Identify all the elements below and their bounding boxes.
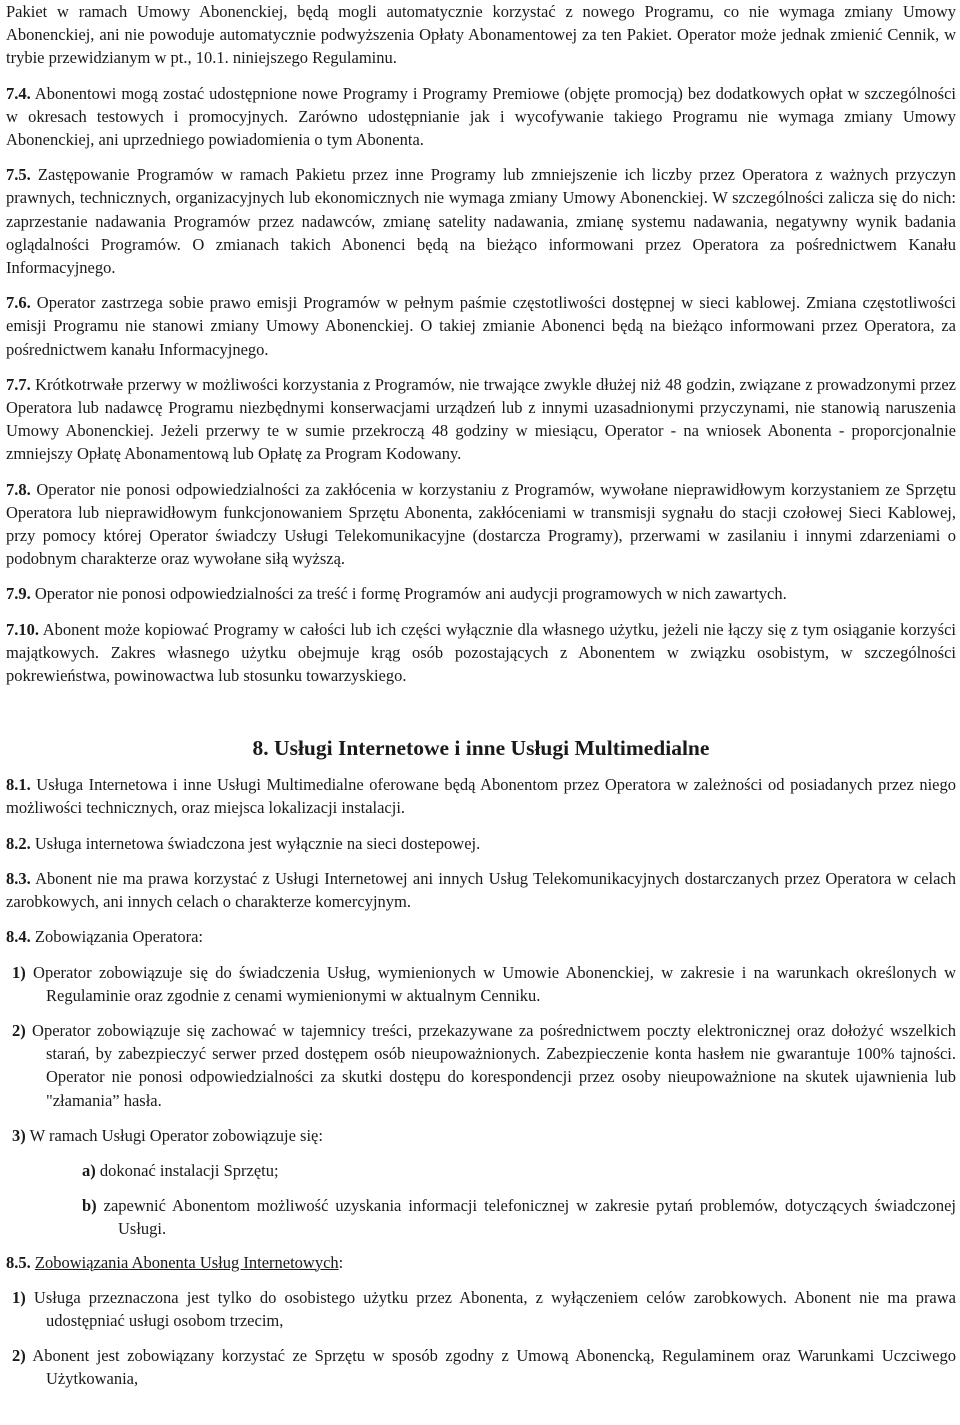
paragraph-8-5-title: Zobowiązania Abonenta Usług Internetowych bbox=[34, 1252, 339, 1272]
paragraph-number: 8.5. bbox=[6, 1252, 31, 1272]
paragraph-7-8: 7.8. Operator nie ponosi odpowiedzialności za zakłócenia w korzystaniu z Programów, wywołane nieprawidłowym korzystaniem ze Sprzętu Operatora lub nieprawidłowym funkcjonowaniem Sprzętu Abonenta, zakłóceniami w transmisji sygnału do stacji czołowej Sieci Kablowej, przy pomocy której Operator świadczy Usługi Telekomunikacyjne (dostarcza Programy), przerwami w zasilaniu i innymi zdarzeniami o podobnym charakterze oraz wywołane siłą wyższą. bbox=[6, 479, 956, 569]
paragraph-number: 7.7. bbox=[6, 374, 31, 394]
list-item-8-4-1: 1) Operator zobowiązuje się do świadczenia Usług, wymienionych w Umowie Abonenckiej, w zakresie i na warunkach określonych w Regulaminie oraz zgodnie z cenami wymienionymi w aktualnym Cenniku. bbox=[12, 962, 956, 1005]
list-item-8-4-3-b: b) zapewnić Abonentom możliwość uzyskania informacji telefonicznej w zakresie pytań problemów, dotyczących świadczonej Usługi. bbox=[82, 1196, 956, 1239]
paragraph-7-10: 7.10. Abonent może kopiować Programy w całości lub ich części wyłącznie dla własnego użytku, jeżeli nie łączy się z tym osiąganie korzyści majątkowych. Zakres własnego użytku obejmuje krąg osób pozostających z Abonentem w związku osobistym, w szczególności pokrewieństwa, powinowactwa lub stosunku towarzyskiego. bbox=[6, 619, 956, 686]
paragraph-8-3: 8.3. Abonent nie ma prawa korzystać z Usługi Internetowej ani innych Usług Telekomunikacyjnych dostarczanych przez Operatora w celach zarobkowych, ani innych celach o charakterze komercyjnym. bbox=[6, 868, 956, 912]
list-item-8-5-2: 2) Abonent jest zobowiązany korzystać ze Sprzętu w sposób zgodny z Umową Abonencką, Regulaminem oraz Warunkami Uczciwego Użytkowania, bbox=[12, 1346, 956, 1389]
list-number: 3) bbox=[12, 1125, 26, 1145]
paragraph-number: 7.9. bbox=[6, 584, 31, 604]
paragraph-number: 8.3. bbox=[6, 868, 31, 888]
list-item-8-4-3-a: a) dokonać instalacji Sprzętu; bbox=[82, 1160, 279, 1180]
paragraph-8-2: 8.2. Usługa internetowa świadczona jest wyłącznie na sieci dostepowej. bbox=[6, 833, 481, 853]
list-number: 2) bbox=[12, 1020, 26, 1040]
document-page bbox=[6, 0, 956, 1391]
list-letter: a) bbox=[82, 1160, 96, 1180]
list-number: 1) bbox=[12, 1287, 26, 1307]
list-letter: b) bbox=[82, 1196, 97, 1216]
paragraph-7-7: 7.7. Krótkotrwałe przerwy w możliwości korzystania z Programów, nie trwające zwykle dłużej niż 48 godzin, związane z prowadzonymi przez Operatora lub nadawcę Programu niezbędnymi konserwacjami urządzeń lub z innymi uzasadnionymi przyczynami, nie stanowią naruszenia Umowy Abonenckiej. Jeżeli przerwy te w sumie przekroczą 48 godziny w miesiącu, Operator - na wniosek Abonenta - proporcjonalnie zmniejszy Opłatę Abonamentową lub Opłatę za Program Kodowany. bbox=[6, 374, 956, 464]
section-title: 8. Usługi Internetowe i inne Usługi Multimedialne bbox=[252, 736, 710, 761]
paragraph-number: 7.6. bbox=[6, 293, 31, 313]
paragraph-number: 7.4. bbox=[6, 83, 31, 103]
paragraph-7-3-continued: Pakiet w ramach Umowy Abonenckiej, będą mogli automatycznie korzystać z nowego Programu, co nie wymaga zmiany Umowy Abonenckiej, ani nie powoduje automatycznie podwyższenia Opłaty Abonamentowej za ten Pakiet. Operator może jednak zmienić Cennik, w trybie przewidzianym w pt., 10.1. niniejszego Regulaminu. bbox=[6, 2, 956, 68]
list-number: 1) bbox=[12, 962, 26, 982]
paragraph-number: 7.5. bbox=[6, 165, 31, 185]
paragraph-number: 7.10. bbox=[6, 619, 39, 639]
paragraph-7-5: 7.5. Zastępowanie Programów w ramach Pakietu przez inne Programy lub zmniejszenie ich liczby przez Operatora z ważnych przyczyn prawnych, technicznych, organizacyjnych lub ekonomicznych nie wymaga zmiany Umowy Abonenckiej. W szczególności zalicza się do nich: zaprzestanie nadawania Programów przez nadawców, zmianę satelity nadawania, zmianę systemu nadawania, negatywny wynik badania oglądalności Programów. O zmianach takich Abonenci będą na bieżąco informowani przez Operatora za pośrednictwem Kanału Informacyjnego. bbox=[6, 165, 956, 278]
paragraph-number: 7.8. bbox=[6, 479, 31, 499]
list-item-8-4-2: 2) Operator zobowiązuje się zachować w tajemnicy treści, przekazywane za pośrednictwem poczty elektronicznej oraz dołożyć wszelkich starań, by zabezpieczyć serwer przed dostępem osób nieupoważnionych. Zabezpieczenie konta hasłem nie gwarantuje 100% tajności. Operator nie ponosi odpowiedzialności za skutki dostępu do korespondencji przez osoby nieupoważnione na skutek ujawnienia lub "złamania” hasła. bbox=[12, 1020, 956, 1110]
paragraph-8-1: 8.1. Usługa Internetowa i inne Usługi Multimedialne oferowane będą Abonentom przez Operatora w zależności od posiadanych przez niego możliwości technicznych, oraz miejsca lokalizacji instalacji. bbox=[6, 775, 956, 818]
paragraph-8-5: 8.5. Zobowiązania Abonenta Usług Internetowych: bbox=[6, 1252, 344, 1272]
list-number: 2) bbox=[12, 1346, 26, 1366]
paragraph-7-6: 7.6. Operator zastrzega sobie prawo emisji Programów w pełnym paśmie częstotliwości dostępnej w sieci kablowej. Zmiana częstotliwości emisji Programu nie stanowi zmiany Umowy Abonenckiej. O takiej zmianie Abonenci będą na bieżąco informowani przez Operatora, za pośrednictwem kanału Informacyjnego. bbox=[6, 293, 956, 359]
paragraph-7-4: 7.4. Abonentowi mogą zostać udostępnione nowe Programy i Programy Premiowe (objęte promocją) bez dodatkowych opłat w szczególności w okresach testowych i promocyjnych. Zarówno udostępnianie jak i wycofywanie takiego Programu nie wymaga zmiany Umowy Abonenckiej, ani uprzedniego powiadomienia o tym Abonenta. bbox=[6, 83, 956, 150]
list-item-8-5-1: 1) Usługa przeznaczona jest tylko do osobistego użytku przez Abonenta, z wyłączeniem celów zarobkowych. Abonent nie ma prawa udostępniać usługi osobom trzecim, bbox=[12, 1287, 956, 1330]
paragraph-number: 8.1. bbox=[6, 775, 31, 795]
paragraph-8-4: 8.4. Zobowiązania Operatora: bbox=[6, 927, 204, 947]
paragraph-number: 8.2. bbox=[6, 833, 31, 853]
paragraph-number: 8.4. bbox=[6, 927, 31, 947]
paragraph-7-9: 7.9. Operator nie ponosi odpowiedzialności za treść i formę Programów ani audycji programowych w nich zawartych. bbox=[6, 584, 787, 604]
list-item-8-4-3: 3) W ramach Usługi Operator zobowiązuje się: bbox=[12, 1125, 323, 1145]
